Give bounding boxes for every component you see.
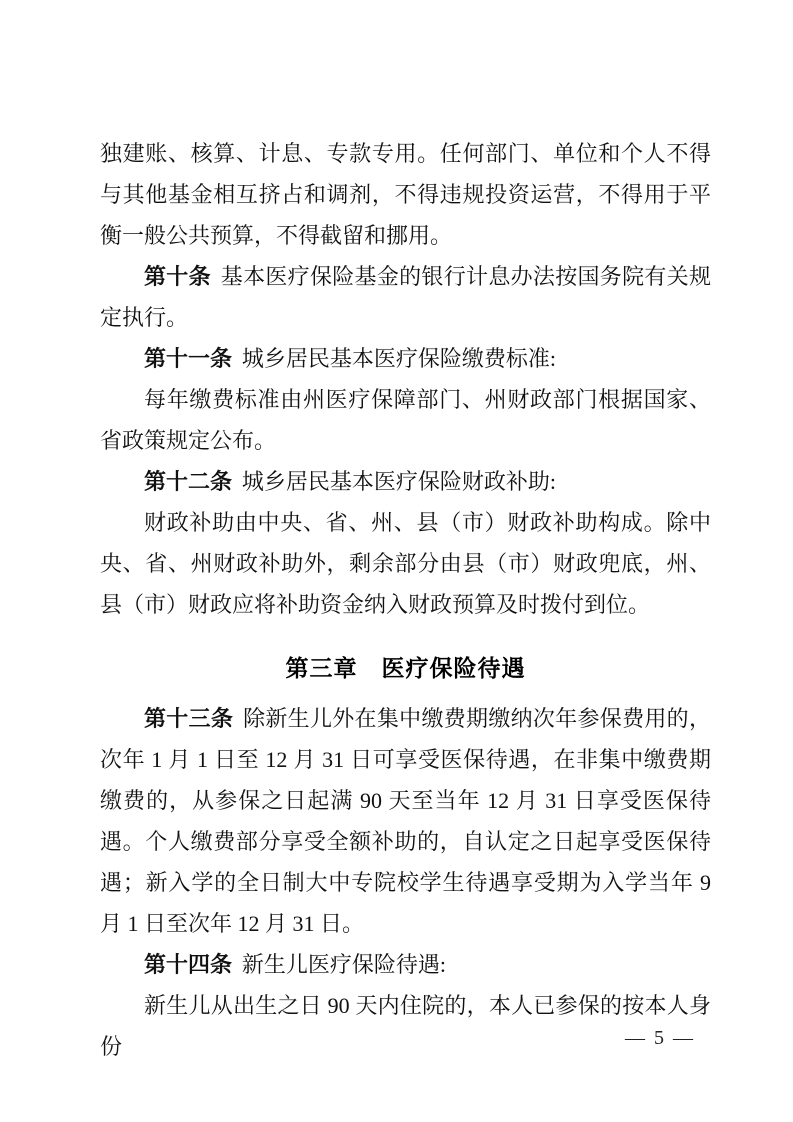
paragraph bbox=[100, 256, 711, 338]
article-number: 第十条 bbox=[144, 264, 211, 289]
paragraph bbox=[100, 698, 711, 944]
article-number: 第十一条 bbox=[144, 346, 233, 371]
document-body bbox=[100, 133, 711, 1067]
paragraph bbox=[100, 133, 711, 256]
paragraph-text: 每年缴费标准由州医疗保障部门、州财政部门根据国家、省政策规定公布。 bbox=[100, 387, 711, 453]
page-number: — 5 — bbox=[625, 1027, 695, 1049]
chapter-heading: 第三章 医疗保险待遇 bbox=[285, 655, 526, 681]
paragraph bbox=[100, 338, 711, 379]
paragraph bbox=[100, 944, 711, 985]
paragraph-text: 新生儿医疗保险待遇: bbox=[241, 952, 447, 977]
paragraph-text: 除新生儿外在集中缴费期缴纳次年参保费用的，次年 1 月 1 日至 12 月 31 日可享受医保待遇，在非集中缴费期缴费的，从参保之日起满 90 天至当年 12 月 31 日享受医保待遇。个人缴费部分享受全额补助的，自认定之日起享受医保待遇；新入学的全日制大中专院校学生待遇享受期为入学当年 9 月 1 日至次年 12 月 31 日。 bbox=[100, 706, 711, 936]
paragraph bbox=[100, 985, 711, 1067]
paragraph-text: 城乡居民基本医疗保险财政补助: bbox=[241, 469, 557, 494]
article-number: 第十三条 bbox=[144, 706, 234, 731]
paragraph-text: 新生儿从出生之日 90 天内住院的，本人已参保的按本人身份 bbox=[100, 993, 711, 1059]
paragraph-text: 城乡居民基本医疗保险缴费标准: bbox=[241, 346, 557, 371]
paragraph-text: 财政补助由中央、省、州、县（市）财政补助构成。除中央、省、州财政补助外，剩余部分由县（市）财政兜底，州、县（市）财政应将补助资金纳入财政预算及时拨付到位。 bbox=[100, 510, 711, 617]
paragraph bbox=[100, 502, 711, 625]
paragraph bbox=[100, 379, 711, 461]
article-number: 第十二条 bbox=[144, 469, 233, 494]
paragraph-text: 基本医疗保险基金的银行计息办法按国务院有关规定执行。 bbox=[100, 264, 711, 330]
paragraph-text: 独建账、核算、计息、专款专用。任何部门、单位和个人不得与其他基金相互挤占和调剂，不得违规投资运营，不得用于平衡一般公共预算，不得截留和挪用。 bbox=[100, 141, 711, 248]
paragraph bbox=[100, 461, 711, 502]
article-number: 第十四条 bbox=[144, 952, 233, 977]
